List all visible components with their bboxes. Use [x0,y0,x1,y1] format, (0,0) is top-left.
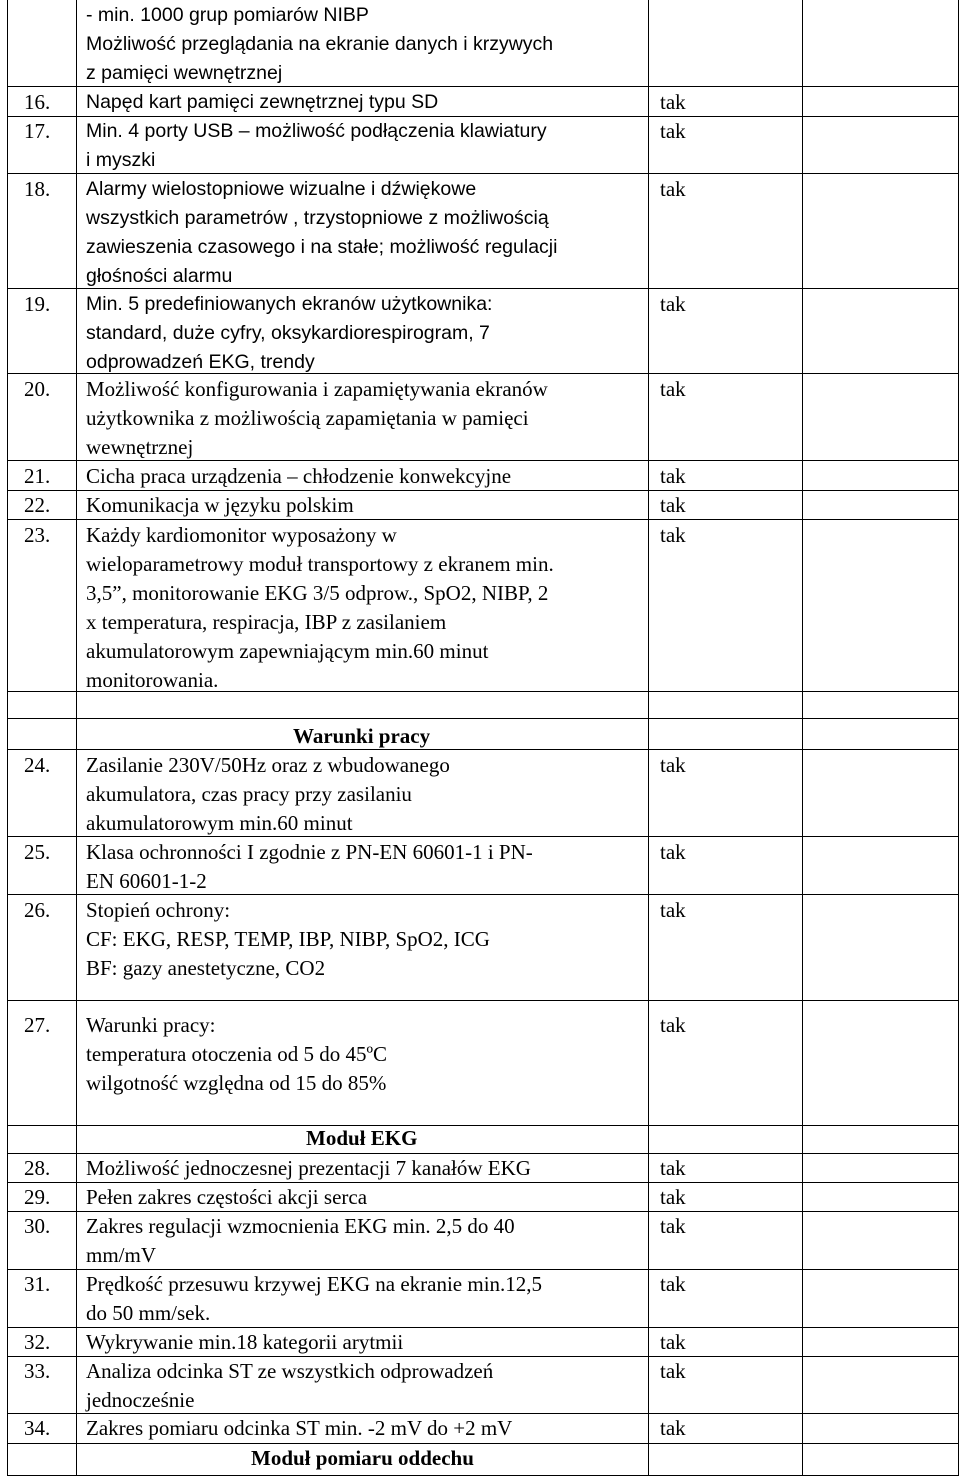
row-number: 32. [24,1330,51,1354]
row-description-line: mm/mV [86,1243,157,1267]
row-description-line: temperatura otoczenia od 5 do 45ºC [86,1042,387,1066]
row-number: 22. [24,493,51,517]
row-number: 28. [24,1156,51,1180]
row-description-line: Stopień ochrony: [86,898,231,922]
row-description-line: z pamięci wewnętrznej [86,62,283,84]
row-description-line: wilgotność względna od 15 do 85% [86,1071,387,1095]
row-value: tak [660,898,686,922]
row-value: tak [660,292,686,316]
row-description-line: jednocześnie [86,1388,195,1412]
row-description-line: Min. 4 porty USB – możliwość podłączenia klawiatury [86,120,547,142]
row-number: 33. [24,1359,51,1383]
row-number: 21. [24,464,51,488]
section-heading: Moduł pomiaru oddechu [251,1446,474,1470]
row-number: 17. [24,119,51,143]
row-description-line: wieloparametrowy moduł transportowy z ekranem min. [86,552,554,576]
row-description-line: do 50 mm/sek. [86,1301,211,1325]
row-description-line: Alarmy wielostopniowe wizualne i dźwiękowe [86,178,477,200]
column-border [76,0,77,1475]
row-description-line: Wykrywanie min.18 kategorii arytmii [86,1330,404,1354]
row-number: 20. [24,377,51,401]
row-number: 25. [24,840,51,864]
row-value: tak [660,1359,686,1383]
row-description-line: użytkownika z możliwością zapamiętania w pamięci [86,406,529,430]
row-value: tak [660,1330,686,1354]
row-border [7,1125,959,1126]
row-description-line: zawieszenia czasowego i na stałe; możliwość regulacji [86,236,558,258]
row-value: tak [660,1156,686,1180]
row-description-line: Każdy kardiomonitor wyposażony w [86,523,397,547]
row-value: tak [660,1013,686,1037]
row-number: 27. [24,1013,51,1037]
row-description-line: BF: gazy anestetyczne, CO2 [86,956,326,980]
row-number: 30. [24,1214,51,1238]
row-description-line: monitorowania. [86,668,219,692]
column-border [648,0,649,1475]
row-value: tak [660,177,686,201]
row-description-line: Napęd kart pamięci zewnętrznej typu SD [86,91,439,113]
section-heading: Warunki pracy [293,724,431,748]
row-value: tak [660,90,686,114]
row-value: tak [660,1272,686,1296]
row-value: tak [660,840,686,864]
row-number: 29. [24,1185,51,1209]
row-description-line: odprowadzeń EKG, trendy [86,351,315,373]
row-description-line: i myszki [86,149,156,171]
row-value: tak [660,1185,686,1209]
row-description-line: Komunikacja w języku polskim [86,493,354,517]
section-heading: Moduł EKG [306,1126,418,1150]
row-value: tak [660,377,686,401]
row-description-line: Zakres regulacji wzmocnienia EKG min. 2,5 do 40 [86,1214,515,1238]
row-description-line: akumulatorowym zapewniającym min.60 minut [86,639,489,663]
row-number: 34. [24,1416,51,1440]
row-description-line: wewnętrznej [86,435,194,459]
row-description-line: Zasilanie 230V/50Hz oraz z wbudowanego [86,753,450,777]
row-border [7,1000,959,1001]
row-border [7,749,959,750]
row-description-line: Analiza odcinka ST ze wszystkich odprowadzeń [86,1359,494,1383]
row-value: tak [660,119,686,143]
row-number: 18. [24,177,51,201]
row-description-line: - min. 1000 grup pomiarów NIBP [86,4,369,26]
row-description-line: wszystkich parametrów , trzystopniowe z możliwością [86,207,549,229]
row-description-line: Klasa ochronności I zgodnie z PN-EN 60601-1 i PN- [86,840,533,864]
row-number: 26. [24,898,51,922]
row-description-line: CF: EKG, RESP, TEMP, IBP, NIBP, SpO2, ICG [86,927,490,951]
row-number: 31. [24,1272,51,1296]
row-description-line: EN 60601-1-2 [86,869,207,893]
row-number: 23. [24,523,51,547]
row-value: tak [660,493,686,517]
row-border [7,1443,959,1444]
row-border [7,718,959,719]
row-description-line: 3,5”, monitorowanie EKG 3/5 odprow., SpO2, NIBP, 2 [86,581,549,605]
row-description-line: Pełen zakres częstości akcji serca [86,1185,368,1209]
row-description-line: Możliwość konfigurowania i zapamiętywania ekranów [86,377,548,401]
row-border [7,1475,959,1476]
row-number: 19. [24,292,51,316]
row-value: tak [660,753,686,777]
column-border [7,0,8,1475]
column-border [802,0,803,1475]
row-value: tak [660,1214,686,1238]
row-description-line: Zakres pomiaru odcinka ST min. -2 mV do +2 mV [86,1416,513,1440]
row-description-line: x temperatura, respiracja, IBP z zasilaniem [86,610,447,634]
column-border [958,0,959,1475]
row-description-line: Min. 5 predefiniowanych ekranów użytkownika: [86,293,493,315]
row-value: tak [660,523,686,547]
row-value: tak [660,1416,686,1440]
row-description-line: Możliwość przeglądania na ekranie danych i krzywych [86,33,554,55]
row-description-line: Cicha praca urządzenia – chłodzenie konwekcyjne [86,464,512,488]
row-description-line: głośności alarmu [86,265,233,287]
row-number: 24. [24,753,51,777]
row-description-line: akumulatorowym min.60 minut [86,811,353,835]
row-description-line: Warunki pracy: [86,1013,216,1037]
row-description-line: akumulatora, czas pracy przy zasilaniu [86,782,412,806]
row-description-line: Możliwość jednoczesnej prezentacji 7 kanałów EKG [86,1156,531,1180]
row-description-line: Prędkość przesuwu krzywej EKG na ekranie min.12,5 [86,1272,543,1296]
row-number: 16. [24,90,51,114]
row-value: tak [660,464,686,488]
row-description-line: standard, duże cyfry, oksykardiorespirogram, 7 [86,322,490,344]
